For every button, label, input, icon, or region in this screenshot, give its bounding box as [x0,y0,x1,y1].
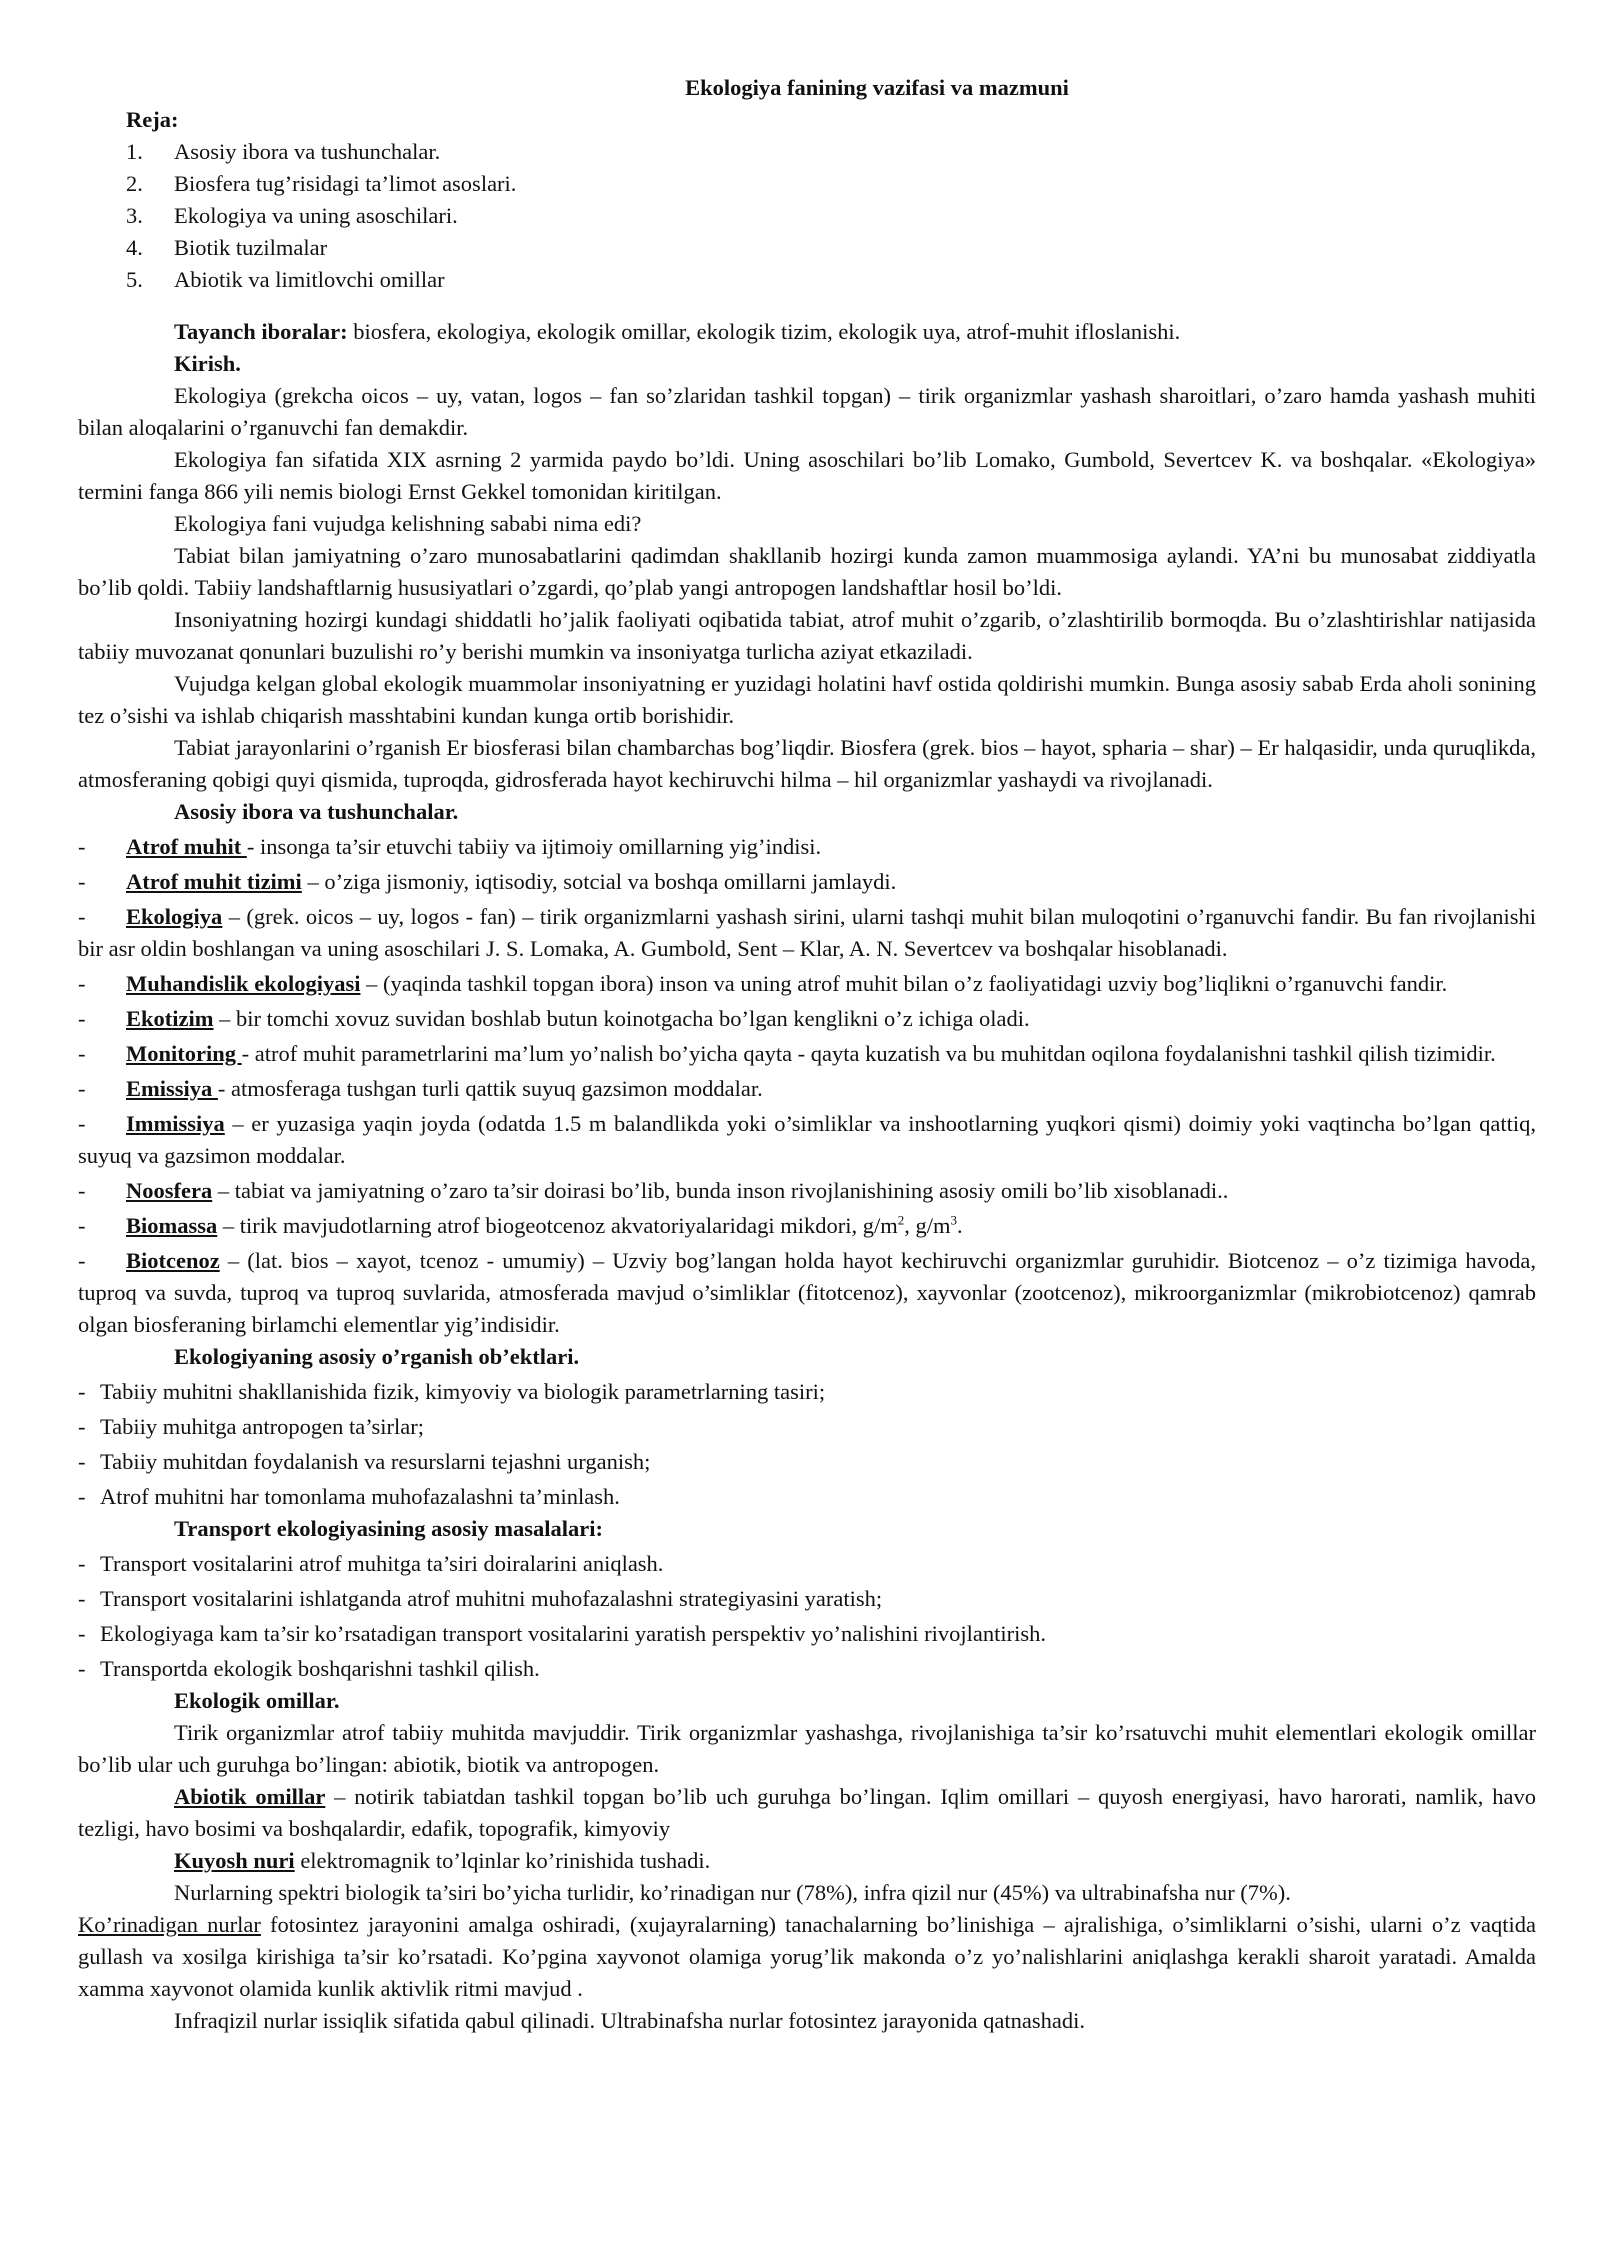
page-title: Ekologiya fanining vazifasi va mazmuni [685,75,1069,100]
intro-paragraph: Insoniyatning hozirgi kundagi shiddatli ho’jalik faoliyati oqibatida tabiat, atrof muhit o’zgarib, o’zlashtirilib bormoqda. Bu o’zlashtirishlar natijasida tabiiy muvozanat qonunlari buzulishi ro’y berishi mumkin va insoniyatga turlicha aziyat etkaziladi. [78,607,1536,664]
definition-item: - Atrof muhit - insonga ta’sir etuvchi tabiiy va ijtimoiy omillarning yig’indisi. [78,834,822,859]
intro-paragraph: Tabiat jarayonlarini o’rganish Er biosferasi bilan chambarchas bog’liqdir. Biosfera (grek. bios – hayot, spharia – shar) – Er halqasidir, unda quruqlikda, atmosferaning qobigi quyi qismida, tuproqda, gidrosferada hayot kechiruvchi hilma – hil organizmlar yashaydi va rivojlanadi. [78,735,1536,792]
definition-term: Muhandislik ekologiyasi [126,971,361,996]
plan-item: 3. Ekologiya va uning asoschilari. [126,203,458,228]
definition-item: - Atrof muhit tizimi – o’ziga jismoniy, iqtisodiy, sotcial va boshqa omillarni jamlaydi. [78,869,897,894]
list-item: - Ekologiyaga kam ta’sir ko’rsatadigan transport vositalarini yaratish perspektiv yo’nalishini rivojlantirish. [78,1621,1047,1646]
definition-term: Atrof muhit tizimi [126,869,302,894]
factors-heading: Ekologik omillar. [174,1688,340,1713]
abiotic-term: Abiotik omillar [174,1784,326,1809]
transport-heading: Transport ekologiyasining asosiy masalalari: [174,1516,603,1541]
visible-light-paragraph: Ko’rinadigan nurlar fotosintez jarayonini amalga oshiradi, (xujayralarning) tanachalarning bo’linishiga – ajralishiga, o’simliklarni o’sishi, ularni o’z vaqtida gullash va xosilga kirishiga ta’sir ko’rsatadi. Ko’pgina xayvonot olamiga yorug’lik makonda o’z yo’nalishlarini aniqlashga kerakli sharoit yaratadi. Amalda xamma xayvonot olamida kunlik aktivlik ritmi mavjud . [78,1912,1536,2001]
keywords-label: Tayanch iboralar: [174,319,348,344]
definition-term: Immissiya [126,1111,225,1136]
definition-item: - Ekotizim – bir tomchi xovuz suvidan boshlab butun koinotgacha bo’lgan kenglikni o’z ichiga oladi. [78,1006,1030,1031]
definition-item: - Biomassa – tirik mavjudotlarning atrof biogeotcenoz akvatoriyalaridagi mikdori, $g/m^2$, $g/m^3$. [78,1212,963,1238]
definition-item: - Monitoring - atrof muhit parametrlarini ma’lum yo’nalish bo’yicha qayta - qayta kuzatish va bu muhitdan oqilona foydalanishni tashkil qilish tizimidir. [78,1041,1496,1066]
keywords-text: biosfera, ekologiya, ekologik omillar, ekologik tizim, ekologik uya, atrof-muhit ifloslanishi. [347,319,1181,344]
list-item: - Tabiiy muhitni shakllanishida fizik, kimyoviy va biologik parametrlarning tasiri; [78,1379,826,1404]
plan-heading: Reja: [126,107,179,132]
document-body [78,72,1536,2037]
terms-heading: Asosiy ibora va tushunchalar. [174,799,459,824]
definition-item: - Muhandislik ekologiyasi – (yaqinda tashkil topgan ibora) inson va uning atrof muhit bilan o’z faoliyatidagi uzviy bog’liqlikni o’rganuvchi fandir. [78,971,1448,996]
intro-paragraph: Tabiat bilan jamiyatning o’zaro munosabatlarini qadimdan shakllanib hozirgi kunda zamon muammosiga aylandi. YA’ni bu munosabat ziddiyatla bo’lib qoldi. Tabiiy landshaftlarnig hususiyatlari o’zgardi, qo’plab yangi antropogen landshaftlar hosil bo’ldi. [78,543,1536,600]
plan-item: 1. Asosiy ibora va tushunchalar. [126,139,441,164]
definition-item: - Immissiya – er yuzasiga yaqin joyda (odatda 1.5 m balandlikda yoki o’simliklar va inshootlarning yuqkori qismi) doimiy yoki vaqtincha bo’lgan qattiq, suyuq va gazsimon moddalar. [78,1111,1536,1168]
definition-term: Atrof muhit [126,834,247,859]
definition-item: - Emissiya - atmosferaga tushgan turli qattik suyuq gazsimon moddalar. [78,1076,763,1101]
definition-item: - Biotcenoz – (lat. bios – xayot, tcenoz - umumiy) – Uzviy bog’langan holda hayot kechiruvchi organizmlar guruhidir. Biotcenoz – o’z tizimiga havoda, tuproq va suvda, tuproq va tuproq suvlarida, atmosferada mavjud o’simliklar (fitotcenoz), xayvonlar (zootcenoz), mikroorganizmlar (mikrobiotcenoz) qamrab olgan biosferaning birlamchi elementlar yig’indisidir. [78,1248,1536,1337]
sun-paragraph: Kuyosh nuri elektromagnik to’lqinlar ko’rinishida tushadi. [174,1848,711,1873]
definition-item: - Noosfera – tabiat va jamiyatning o’zaro ta’sir doirasi bo’lib, bunda inson rivojlanishining asosiy omili bo’lib xisoblanadi.. [78,1178,1229,1203]
sun-term: Kuyosh nuri [174,1848,295,1873]
keywords-paragraph [78,316,1536,348]
definition-term: Biomassa [126,1213,218,1238]
plan-item: 5. Abiotik va limitlovchi omillar [126,267,445,292]
intro-paragraph: Vujudga kelgan global ekologik muammolar insoniyatning er yuzidagi holatini havf ostida qoldirishi mumkin. Bunga asosiy sabab Erda aholi sonining tez o’sishi va ishlab chiqarish masshtabini kundan kunga ortib borishidir. [78,671,1536,728]
list-item: - Atrof muhitni har tomonlama muhofazalashni ta’minlash. [78,1484,620,1509]
definition-term: Noosfera [126,1178,213,1203]
objects-heading: Ekologiyaning asosiy o’rganish ob’ektlari. [174,1344,580,1369]
list-item: - Tabiiy muhitdan foydalanish va resurslarni tejashni urganish; [78,1449,651,1474]
spectrum-paragraph: Nurlarning spektri biologik ta’siri bo’yicha turlidir, ko’rinadigan nur (78%), infra qizil nur (45%) va ultrabinafsha nur (7%). [174,1880,1291,1905]
list-item: - Transport vositalarini ishlatganda atrof muhitni muhofazalashni strategiyasini yaratish; [78,1586,883,1611]
plan-list [78,136,1536,296]
abiotic-paragraph: Abiotik omillar – notirik tabiatdan tashkil topgan bo’lib uch guruhga bo’lingan. Iqlim omillari – quyosh energiyasi, havo harorati, namlik, havo tezligi, havo bosimi va boshqalardir, edafik, topografik, kimyoviy [78,1784,1536,1841]
definition-term: Biotcenoz [126,1248,220,1273]
definition-term: Ekologiya [126,904,223,929]
plan-item: 4. Biotik tuzilmalar [126,235,328,260]
factors-paragraph: Tirik organizmlar atrof tabiiy muhitda mavjuddir. Tirik organizmlar yashashga, rivojlanishiga ta’sir ko’rsatuvchi muhit elementlari ekologik omillar bo’lib ular uch guruhga bo’lingan: abiotik, biotik va antropogen. [78,1720,1536,1777]
infrared-paragraph: Infraqizil nurlar issiqlik sifatida qabul qilinadi. Ultrabinafsha nurlar fotosintez jarayonida qatnashadi. [174,2008,1085,2033]
intro-paragraph: Ekologiya fani vujudga kelishning sababi nima edi? [174,511,642,536]
plan-item: 2. Biosfera tug’risidagi ta’limot asoslari. [126,171,517,196]
definition-term: Ekotizim [126,1006,214,1031]
definition-term: Emissiya [126,1076,218,1101]
intro-paragraph: Ekologiya fan sifatida XIX asrning 2 yarmida paydo bo’ldi. Uning asoschilari bo’lib Lomako, Gumbold, Severtcev K. va boshqalar. «Ekologiya» termini fanga 866 yili nemis biologi Ernst Gekkel tomonidan kiritilgan. [78,447,1536,504]
list-item: - Tabiiy muhitga antropogen ta’sirlar; [78,1414,424,1439]
list-item: - Transport vositalarini atrof muhitga ta’siri doiralarini aniqlash. [78,1551,664,1576]
intro-paragraph: Ekologiya (grekcha oicos – uy, vatan, logos – fan so’zlaridan tashkil topgan) – tirik organizmlar yashash sharoitlari, o’zaro hamda yashash muhiti bilan aloqalarini o’rganuvchi fan demakdir. [78,383,1536,440]
definition-term: Monitoring [126,1041,242,1066]
intro-heading: Kirish. [174,351,241,376]
definition-item: - Ekologiya – (grek. oicos – uy, logos - fan) – tirik organizmlarni yashash sirini, ularni tashqi muhit bilan muloqotini o’rganuvchi fandir. Bu fan rivojlanishi bir asr oldin boshlangan va uning asoschilari J. S. Lomaka, A. Gumbold, Sent – Klar, A. N. Severtcev va boshqalar hisoblanadi. [78,904,1536,961]
list-item: - Transportda ekologik boshqarishni tashkil qilish. [78,1656,540,1681]
visible-light-term: Ko’rinadigan nurlar [78,1912,261,1937]
